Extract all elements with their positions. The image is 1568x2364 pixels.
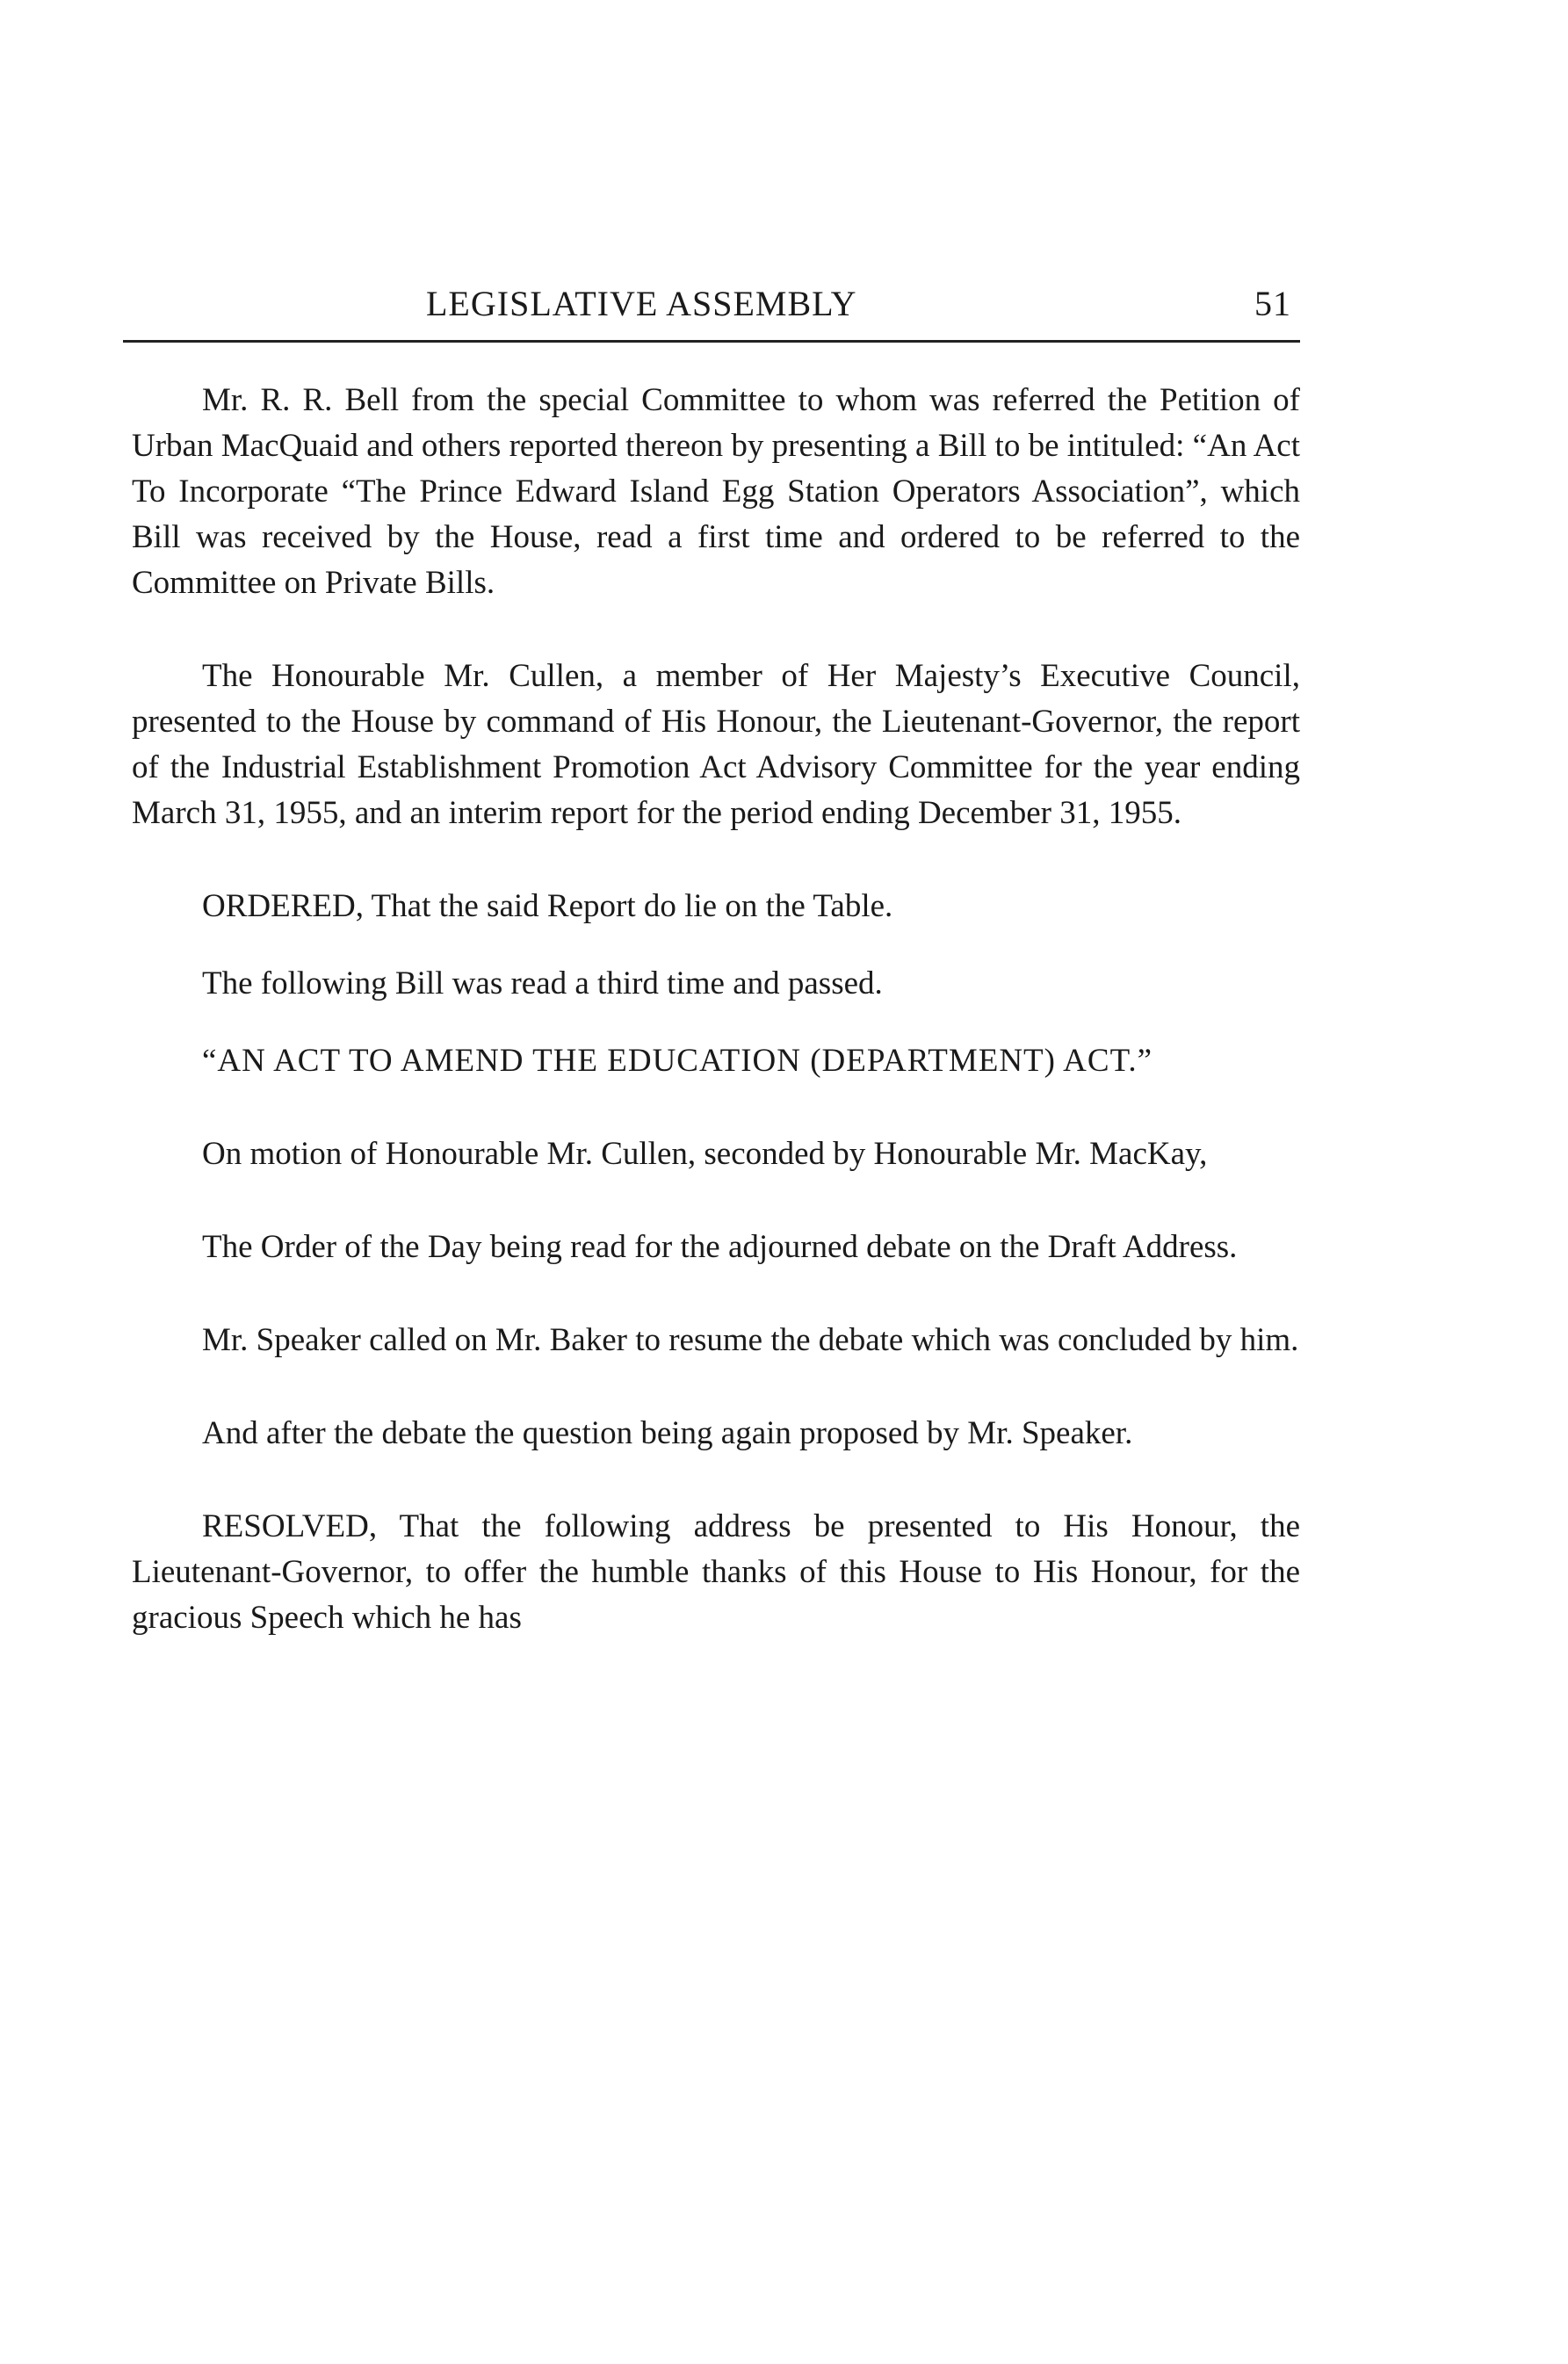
paragraph-bell-committee-report: Mr. R. R. Bell from the special Committee to whom was referred the Petition of Urban MacQuaid and others reported thereon by presenting a Bill to be intituled: “An Act To Incorporate “The Prince Edward Island Egg Station Operators Association”, which Bill was received by the House, read a first time and ordered to be referred to the Committee on Private Bills. (132, 382, 1300, 601)
header-rule (123, 340, 1300, 343)
bill-title: “AN ACT TO AMEND THE EDUCATION (DEPARTMENT) ACT.” (202, 1043, 1153, 1079)
paragraph-debate-question: And after the debate the question being again proposed by Mr. Speaker. (202, 1415, 1133, 1451)
paragraph-resolved: RESOLVED, That the following address be presented to His Honour, the Lieutenant-Governor, to offer the humble thanks of this House to His Honour, for the gracious Speech which he has (132, 1508, 1300, 1636)
paragraph-order-of-day: The Order of the Day being read for the adjourned debate on the Draft Address. (202, 1229, 1238, 1265)
paragraph-motion: On motion of Honourable Mr. Cullen, seconded by Honourable Mr. MacKay, (202, 1136, 1208, 1172)
paragraph-third-reading: The following Bill was read a third time and passed. (202, 965, 883, 1001)
body-text (132, 378, 1300, 1688)
paragraph-speaker-called: Mr. Speaker called on Mr. Baker to resume the debate which was concluded by him. (202, 1322, 1299, 1358)
running-title: LEGISLATIVE ASSEMBLY (426, 284, 857, 323)
page-number: 51 (1254, 284, 1291, 323)
paragraph-cullen-report: The Honourable Mr. Cullen, a member of Her Majesty’s Executive Council, presented to the House by command of His Honour, the Lieutenant-Governor, the report of the Industrial Establishment Promotion Act Advisory Committee for the year ending March 31, 1955, and an interim report for the period ending December 31, 1955. (132, 658, 1300, 831)
paragraph-ordered: ORDERED, That the said Report do lie on the Table. (202, 888, 893, 924)
running-header (123, 283, 1300, 336)
